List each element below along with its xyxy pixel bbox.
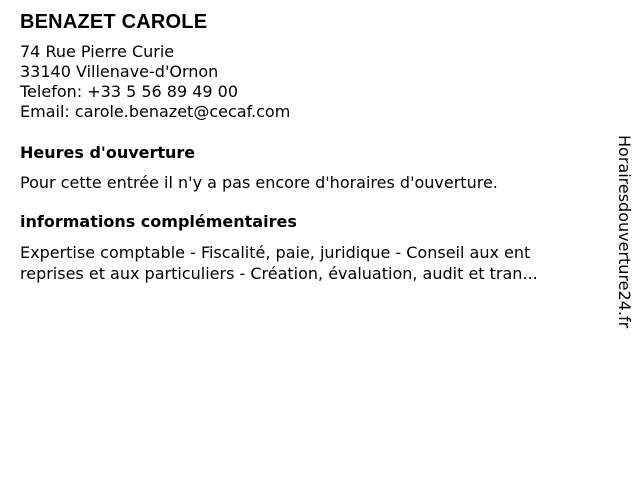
- info-text-line-2: reprises et aux particuliers - Création, évaluation, audit et tran...: [20, 264, 538, 283]
- business-card: [20, 10, 595, 284]
- site-watermark: Horairesdouverture24.fr: [615, 135, 634, 329]
- info-heading: informations complémentaires: [20, 212, 297, 231]
- address-block: [20, 42, 595, 122]
- email-address: Email: carole.benazet@cecaf.com: [20, 102, 291, 121]
- hours-heading: Heures d'ouverture: [20, 143, 196, 162]
- phone-number: Telefon: +33 5 56 89 49 00: [20, 82, 239, 101]
- hours-text: Pour cette entrée il n'y a pas encore d'horaires d'ouverture.: [20, 173, 498, 192]
- postal-city: 33140 Villenave-d'Ornon: [20, 62, 219, 81]
- business-name: BENAZET CAROLE: [20, 11, 208, 33]
- street-address: 74 Rue Pierre Curie: [20, 42, 175, 61]
- info-text-line-1: Expertise comptable - Fiscalité, paie, juridique - Conseil aux ent: [20, 243, 531, 262]
- info-text: [20, 242, 595, 284]
